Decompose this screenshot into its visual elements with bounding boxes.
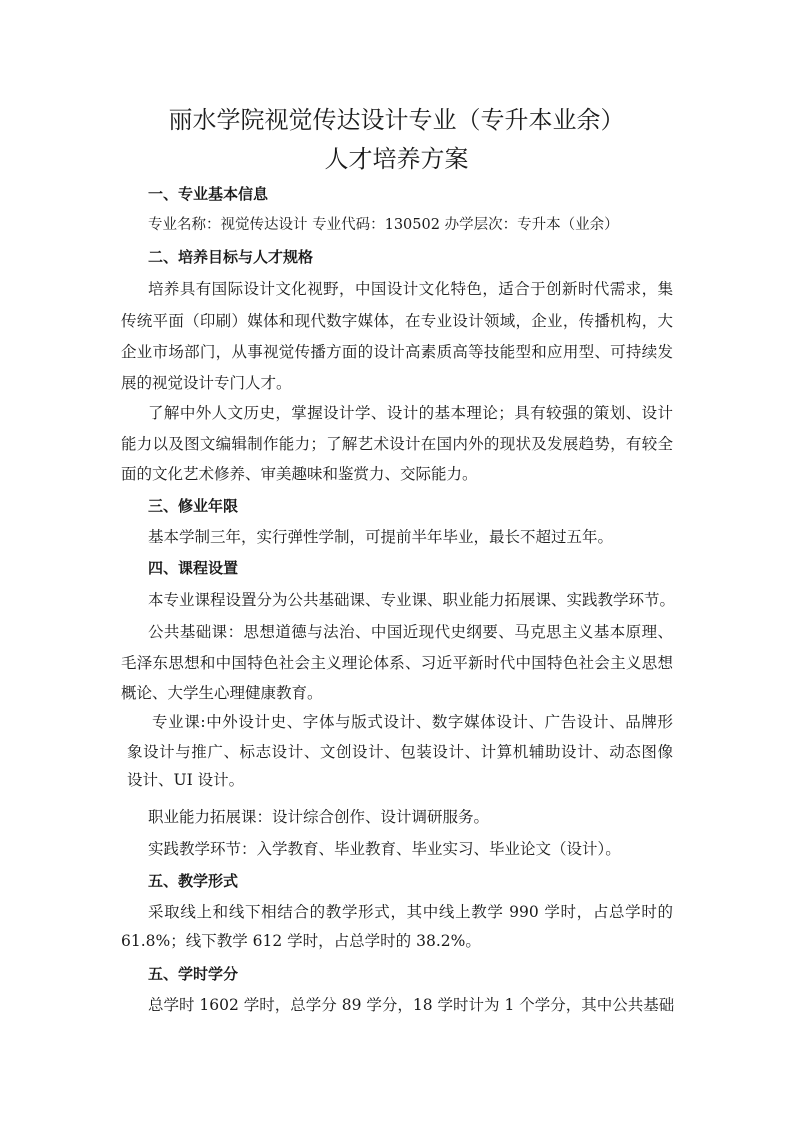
doc-subtitle: 人才培养方案	[324, 145, 469, 173]
text-line: 展的视觉设计专门人才。	[121, 374, 292, 392]
text-line: 本专业课程设置分为公共基础课、专业课、职业能力拓展课、实践教学环节。	[148, 591, 676, 609]
text-line: 企业市场部门，从事视觉传播方面的设计高素质高等技能型和应用型、可持续发	[121, 343, 673, 361]
text-line: 总学时 1602 学时，总学分 89 学分，18 学时计为 1 个学分，其中公共基础	[148, 996, 675, 1014]
text-line: 专业课:中外设计史、字体与版式设计、数字媒体设计、广告设计、品牌形	[152, 713, 673, 731]
text-line: 设计、UI 设计。	[127, 771, 245, 789]
text-line: 了解中外人文历史，掌握设计学、设计的基本理论；具有较强的策划、设计	[148, 404, 673, 422]
section-heading: 三、修业年限	[148, 497, 239, 515]
text-line: 象设计与推广、标志设计、文创设计、包装设计、计算机辅助设计、动态图像	[127, 743, 673, 761]
text-line: 传统平面（印刷）媒体和现代数字媒体，在专业设计领域，企业，传播机构，大	[121, 312, 673, 330]
text-line: 基本学制三年，实行弹性学制，可提前半年毕业，最长不超过五年。	[148, 528, 614, 546]
doc-title: 丽水学院视觉传达设计专业（专升本业余）	[168, 106, 625, 134]
section-heading: 五、教学形式	[148, 872, 239, 890]
text-line: 专业名称：视觉传达设计 专业代码：130502 办学层次：专升本（业余）	[148, 217, 619, 233]
text-line: 61.8%；线下教学 612 学时，占总学时的 38.2%。	[121, 932, 481, 950]
section-heading: 一、专业基本信息	[148, 185, 269, 203]
section-heading: 四、课程设置	[148, 559, 239, 577]
text-line: 培养具有国际设计文化视野，中国设计文化特色，适合于创新时代需求，集	[148, 280, 673, 298]
section-heading: 二、培养目标与人才规格	[148, 248, 314, 266]
text-line: 概论、大学生心理健康教育。	[121, 684, 323, 702]
text-line: 能力以及图文编辑制作能力；了解艺术设计在国内外的现状及发展趋势，有较全	[121, 435, 673, 453]
text-line: 实践教学环节：入学教育、毕业教育、毕业实习、毕业论文（设计）。	[148, 840, 621, 858]
text-line: 面的文化艺术修养、审美趣味和鉴赏力、交际能力。	[121, 465, 478, 483]
text-line: 毛泽东思想和中国特色社会主义理论体系、习近平新时代中国特色社会主义思想	[121, 654, 673, 672]
text-line: 公共基础课：思想道德与法治、中国近现代史纲要、马克思主义基本原理、	[148, 623, 673, 641]
text-line: 职业能力拓展课：设计综合创作、设计调研服务。	[148, 808, 490, 826]
text-line: 采取线上和线下相结合的教学形式，其中线上教学 990 学时，占总学时的	[148, 903, 673, 921]
section-heading: 五、学时学分	[148, 965, 239, 983]
